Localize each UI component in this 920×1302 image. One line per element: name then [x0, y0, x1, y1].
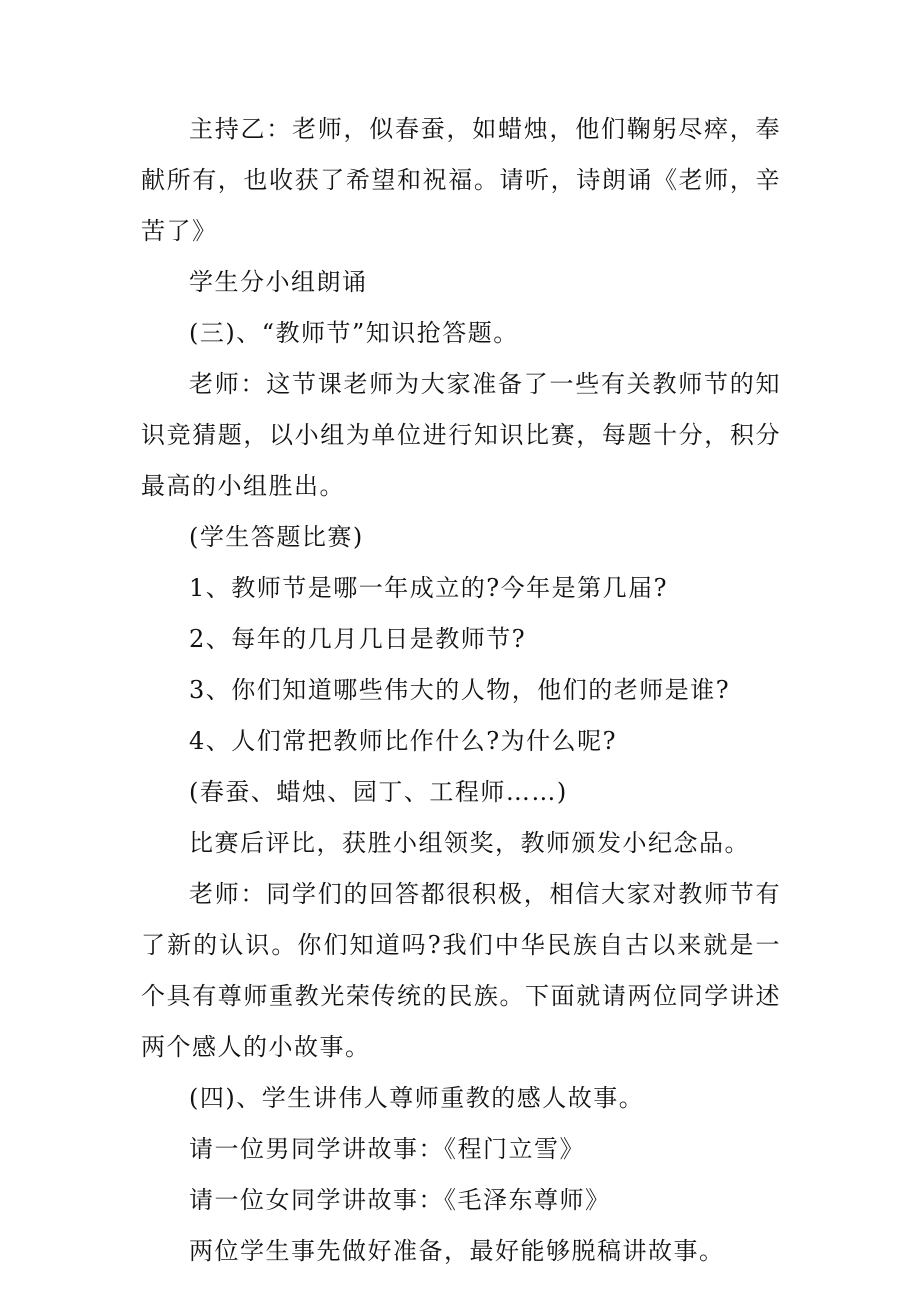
quiz-question-2: 2、每年的几月几日是教师节? — [189, 625, 527, 653]
section-heading-stories: (四)、学生讲伟人尊师重教的感人故事。 — [189, 1084, 645, 1112]
paragraph-teacher-quiz-intro: 老师：这节课老师为大家准备了一些有关教师节的知识竞猜题，以小组为单位进行知识比赛，每题十分，积分最高的小组胜出。 — [141, 370, 781, 500]
quiz-answer-hint: (春蚕、蜡烛、园丁、工程师……) — [189, 778, 568, 806]
paragraph-host-b-speech: 主持乙：老师，似春蚕，如蜡烛，他们鞠躬尽瘁，奉献所有，也收获了希望和祝福。请听，诗朗诵《老师，辛苦了》 — [141, 115, 781, 245]
quiz-question-3: 3、你们知道哪些伟大的人物，他们的老师是谁? — [189, 676, 731, 704]
quiz-question-4: 4、人们常把教师比作什么?为什么呢? — [189, 727, 618, 755]
paragraph-students-compete: (学生答题比赛) — [189, 523, 364, 551]
section-heading-quiz: (三)、“教师节”知识抢答题。 — [189, 319, 519, 347]
paragraph-teacher-stories-intro: 老师：同学们的回答都很积极，相信大家对教师节有了新的认识。你们知道吗?我们中华民族自古以来就是一个具有尊师重教光荣传统的民族。下面就请两位同学讲述两个感人的小故事。 — [141, 880, 781, 1061]
quiz-question-1: 1、教师节是哪一年成立的?今年是第几届? — [189, 574, 669, 602]
paragraph-girl-story: 请一位女同学讲故事：《毛泽东尊师》 — [189, 1186, 611, 1214]
paragraph-preparation: 两位学生事先做好准备，最好能够脱稿讲故事。 — [189, 1237, 725, 1265]
paragraph-awards: 比赛后评比，获胜小组领奖，教师颁发小纪念品。 — [189, 829, 750, 857]
paragraph-group-recitation: 学生分小组朗诵 — [189, 268, 368, 296]
paragraph-boy-story: 请一位男同学讲故事：《程门立雪》 — [189, 1135, 585, 1163]
document-body — [141, 104, 781, 1277]
